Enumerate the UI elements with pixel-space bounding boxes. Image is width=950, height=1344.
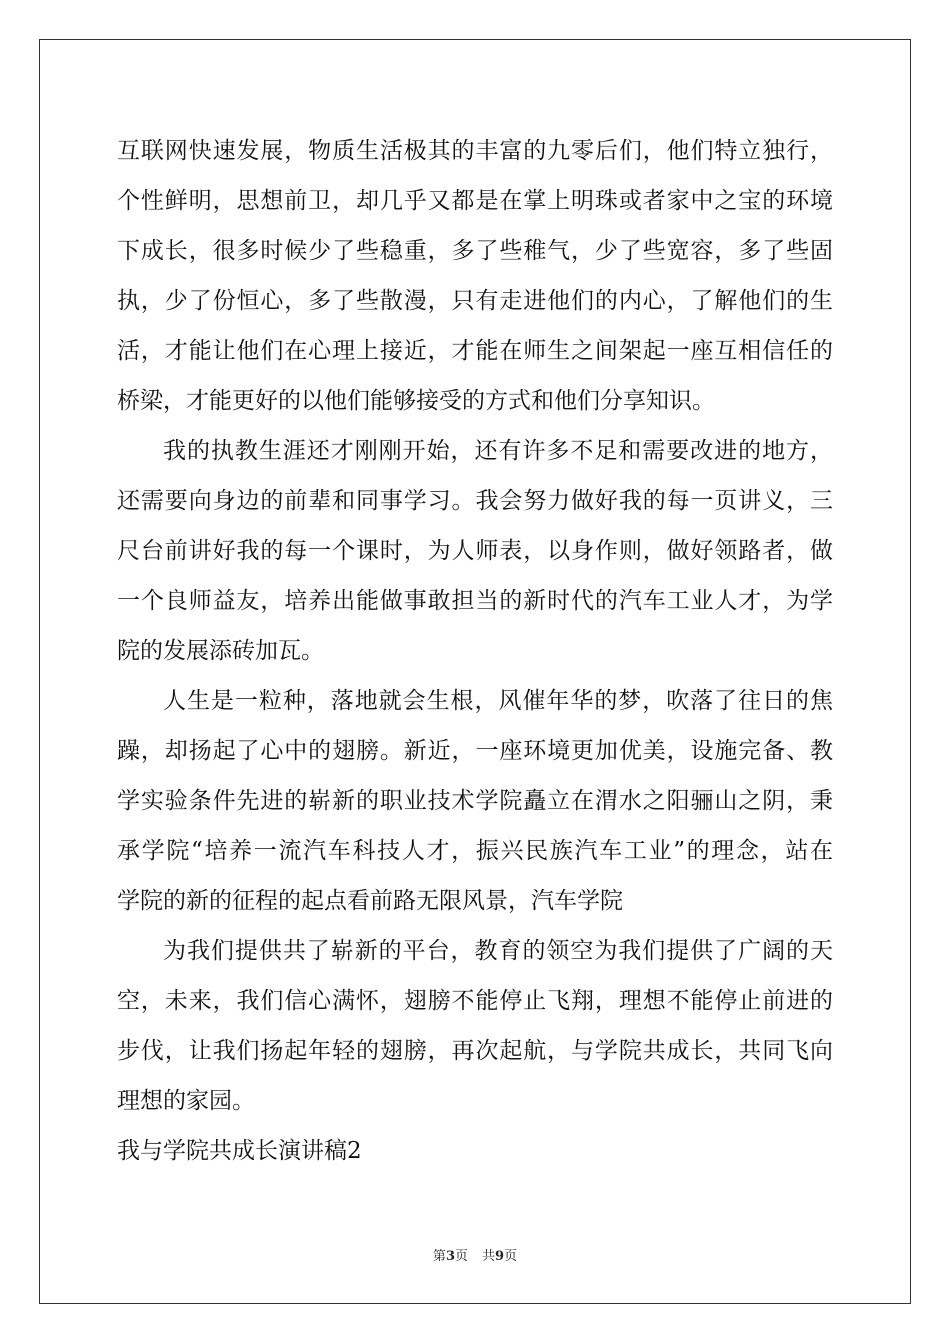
text-line: 理想的家园。 [117, 1088, 255, 1114]
text-line: 执，少了份恒心，多了些散漫，只有走进他们的内心，了解他们的生 [117, 288, 833, 314]
text-line: 我的执教生涯还才刚刚开始，还有许多不足和需要改进的地方， [163, 438, 833, 464]
section-heading [117, 1126, 833, 1176]
page-prefix: 第 [432, 1249, 446, 1264]
text-line: 尺台前讲好我的每一个课时，为人师表，以身作则，做好领路者，做 [117, 538, 833, 564]
heading-line: 我与学院共成长演讲稿2 [117, 1138, 362, 1164]
text-line: 下成长，很多时候少了些稳重，多了些稚气，少了些宽容，多了些固 [117, 238, 833, 264]
page-footer [0, 1247, 950, 1267]
page-current: 3 [445, 1249, 455, 1264]
text-line: 活，才能让他们在心理上接近，才能在师生之间架起一座互相信任的 [117, 338, 833, 364]
text-line: 躁，却扬起了心中的翅膀。新近，一座环境更加优美，设施完备、教 [117, 738, 833, 764]
text-line: 互联网快速发展，物质生活极其的丰富的九零后们，他们特立独行， [117, 138, 833, 164]
text-line: 院的发展添砖加瓦。 [117, 638, 324, 664]
paragraph [117, 926, 833, 1126]
text-line: 还需要向身边的前辈和同事学习。我会努力做好我的每一页讲义，三 [117, 488, 833, 514]
document-body [117, 126, 833, 1176]
text-line: 空，未来，我们信心满怀，翅膀不能停止飞翔，理想不能停止前进的 [117, 988, 833, 1014]
paragraph [117, 426, 833, 676]
paragraph [117, 126, 833, 426]
text-line: 桥梁，才能更好的以他们能够接受的方式和他们分享知识。 [117, 388, 715, 414]
page-suffix: 页 [454, 1249, 468, 1264]
text-line: 步伐，让我们扬起年轻的翅膀，再次起航，与学院共成长，共同飞向 [117, 1038, 833, 1064]
text-line: 个性鲜明，思想前卫，却几乎又都是在掌上明珠或者家中之宝的环境 [117, 188, 833, 214]
text-line: 学实验条件先进的崭新的职业技术学院矗立在渭水之阳骊山之阴，秉 [117, 788, 833, 814]
text-line: 为我们提供共了崭新的平台，教育的领空为我们提供了广阔的天 [163, 938, 833, 964]
total-prefix: 共 [482, 1249, 496, 1264]
page-total: 9 [495, 1249, 505, 1264]
text-line: 承学院“培养一流汽车科技人才，振兴民族汽车工业”的理念，站在 [117, 838, 833, 864]
total-suffix: 页 [504, 1249, 518, 1264]
paragraph [117, 676, 833, 926]
text-line: 人生是一粒种，落地就会生根，风催年华的梦，吹落了往日的焦 [163, 688, 833, 714]
text-line: 学院的新的征程的起点看前路无限风景，汽车学院 [117, 888, 623, 914]
text-line: 一个良师益友，培养出能做事敢担当的新时代的汽车工业人才，为学 [117, 588, 833, 614]
